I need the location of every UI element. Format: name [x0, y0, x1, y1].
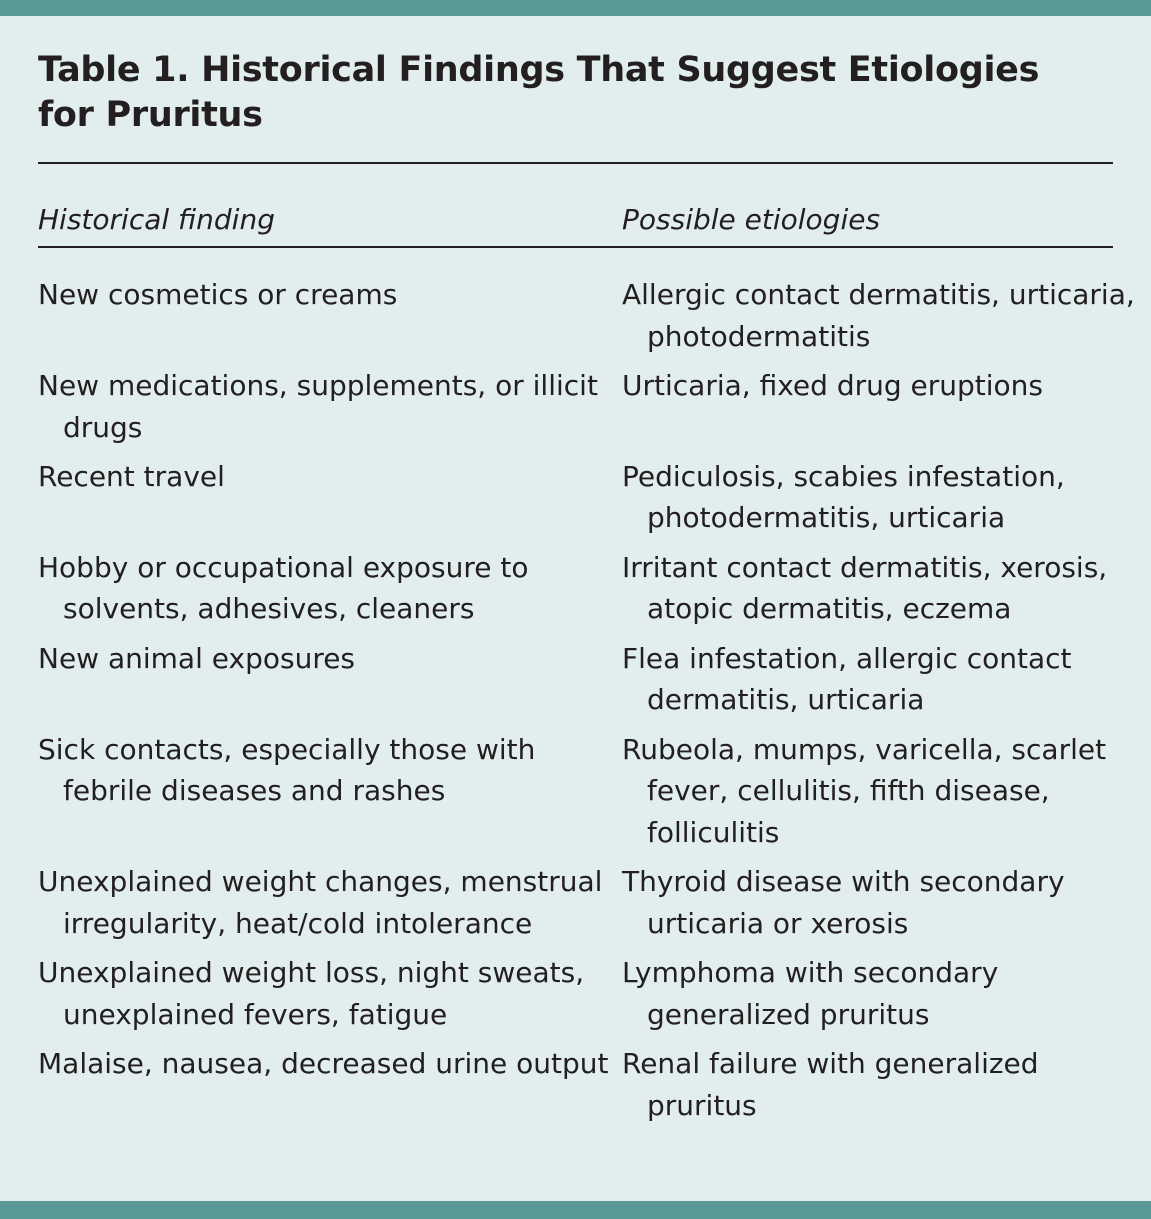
table-row	[0, 547, 1151, 630]
finding-cell: Sick contacts, especially those with febrile diseases and rashes	[38, 732, 536, 808]
title-divider	[38, 162, 1113, 164]
etiologies-cell: Pediculosis, scabies infestation, photodermatitis, urticaria	[622, 459, 1065, 535]
table-row	[0, 365, 1151, 448]
finding-cell: Recent travel	[38, 459, 225, 493]
finding-cell: New medications, supplements, or illicit drugs	[38, 369, 598, 444]
table-body	[0, 274, 1151, 1134]
table-row	[0, 274, 1151, 357]
finding-cell: New animal exposures	[38, 641, 356, 675]
finding-cell: Hobby or occupational exposure to solvents, adhesives, cleaners	[38, 550, 529, 626]
finding-cell: Malaise, nausea, decreased urine output	[38, 1047, 609, 1081]
etiologies-cell: Renal failure with generalized pruritus	[622, 1047, 1039, 1122]
etiologies-cell: Thyroid disease with secondary urticaria or xerosis	[622, 865, 1065, 940]
etiologies-cell: Lymphoma with secondary generalized pruritus	[622, 956, 999, 1031]
bottom-accent-bar	[0, 1201, 1151, 1219]
top-accent-bar	[0, 0, 1151, 16]
finding-cell: New cosmetics or creams	[38, 278, 398, 311]
column-header-etiologies: Possible etiologies	[622, 203, 881, 236]
header-divider	[38, 246, 1113, 248]
table-row	[0, 1043, 1151, 1126]
table-row	[0, 729, 1151, 854]
table-row	[0, 638, 1151, 721]
finding-cell: Unexplained weight changes, menstrual irregularity, heat/cold intolerance	[38, 865, 603, 940]
finding-cell: Unexplained weight loss, night sweats, unexplained fevers, fatigue	[38, 956, 585, 1031]
column-header-finding: Historical finding	[38, 203, 275, 236]
table-row	[0, 456, 1151, 539]
etiologies-cell: Flea infestation, allergic contact dermatitis, urticaria	[622, 641, 1072, 717]
etiologies-cell: Rubeola, mumps, varicella, scarlet fever, cellulitis, fifth disease, folliculitis	[622, 732, 1107, 849]
etiologies-cell: Allergic contact dermatitis, urticaria, photodermatitis	[622, 278, 1135, 353]
etiologies-cell: Irritant contact dermatitis, xerosis, atopic dermatitis, eczema	[622, 550, 1108, 626]
etiologies-cell: Urticaria, fixed drug eruptions	[622, 369, 1043, 402]
table-row	[0, 952, 1151, 1035]
table-row	[0, 861, 1151, 944]
table-title: Table 1. Historical Findings That Suggest Etiologies for Pruritus	[38, 50, 1040, 135]
